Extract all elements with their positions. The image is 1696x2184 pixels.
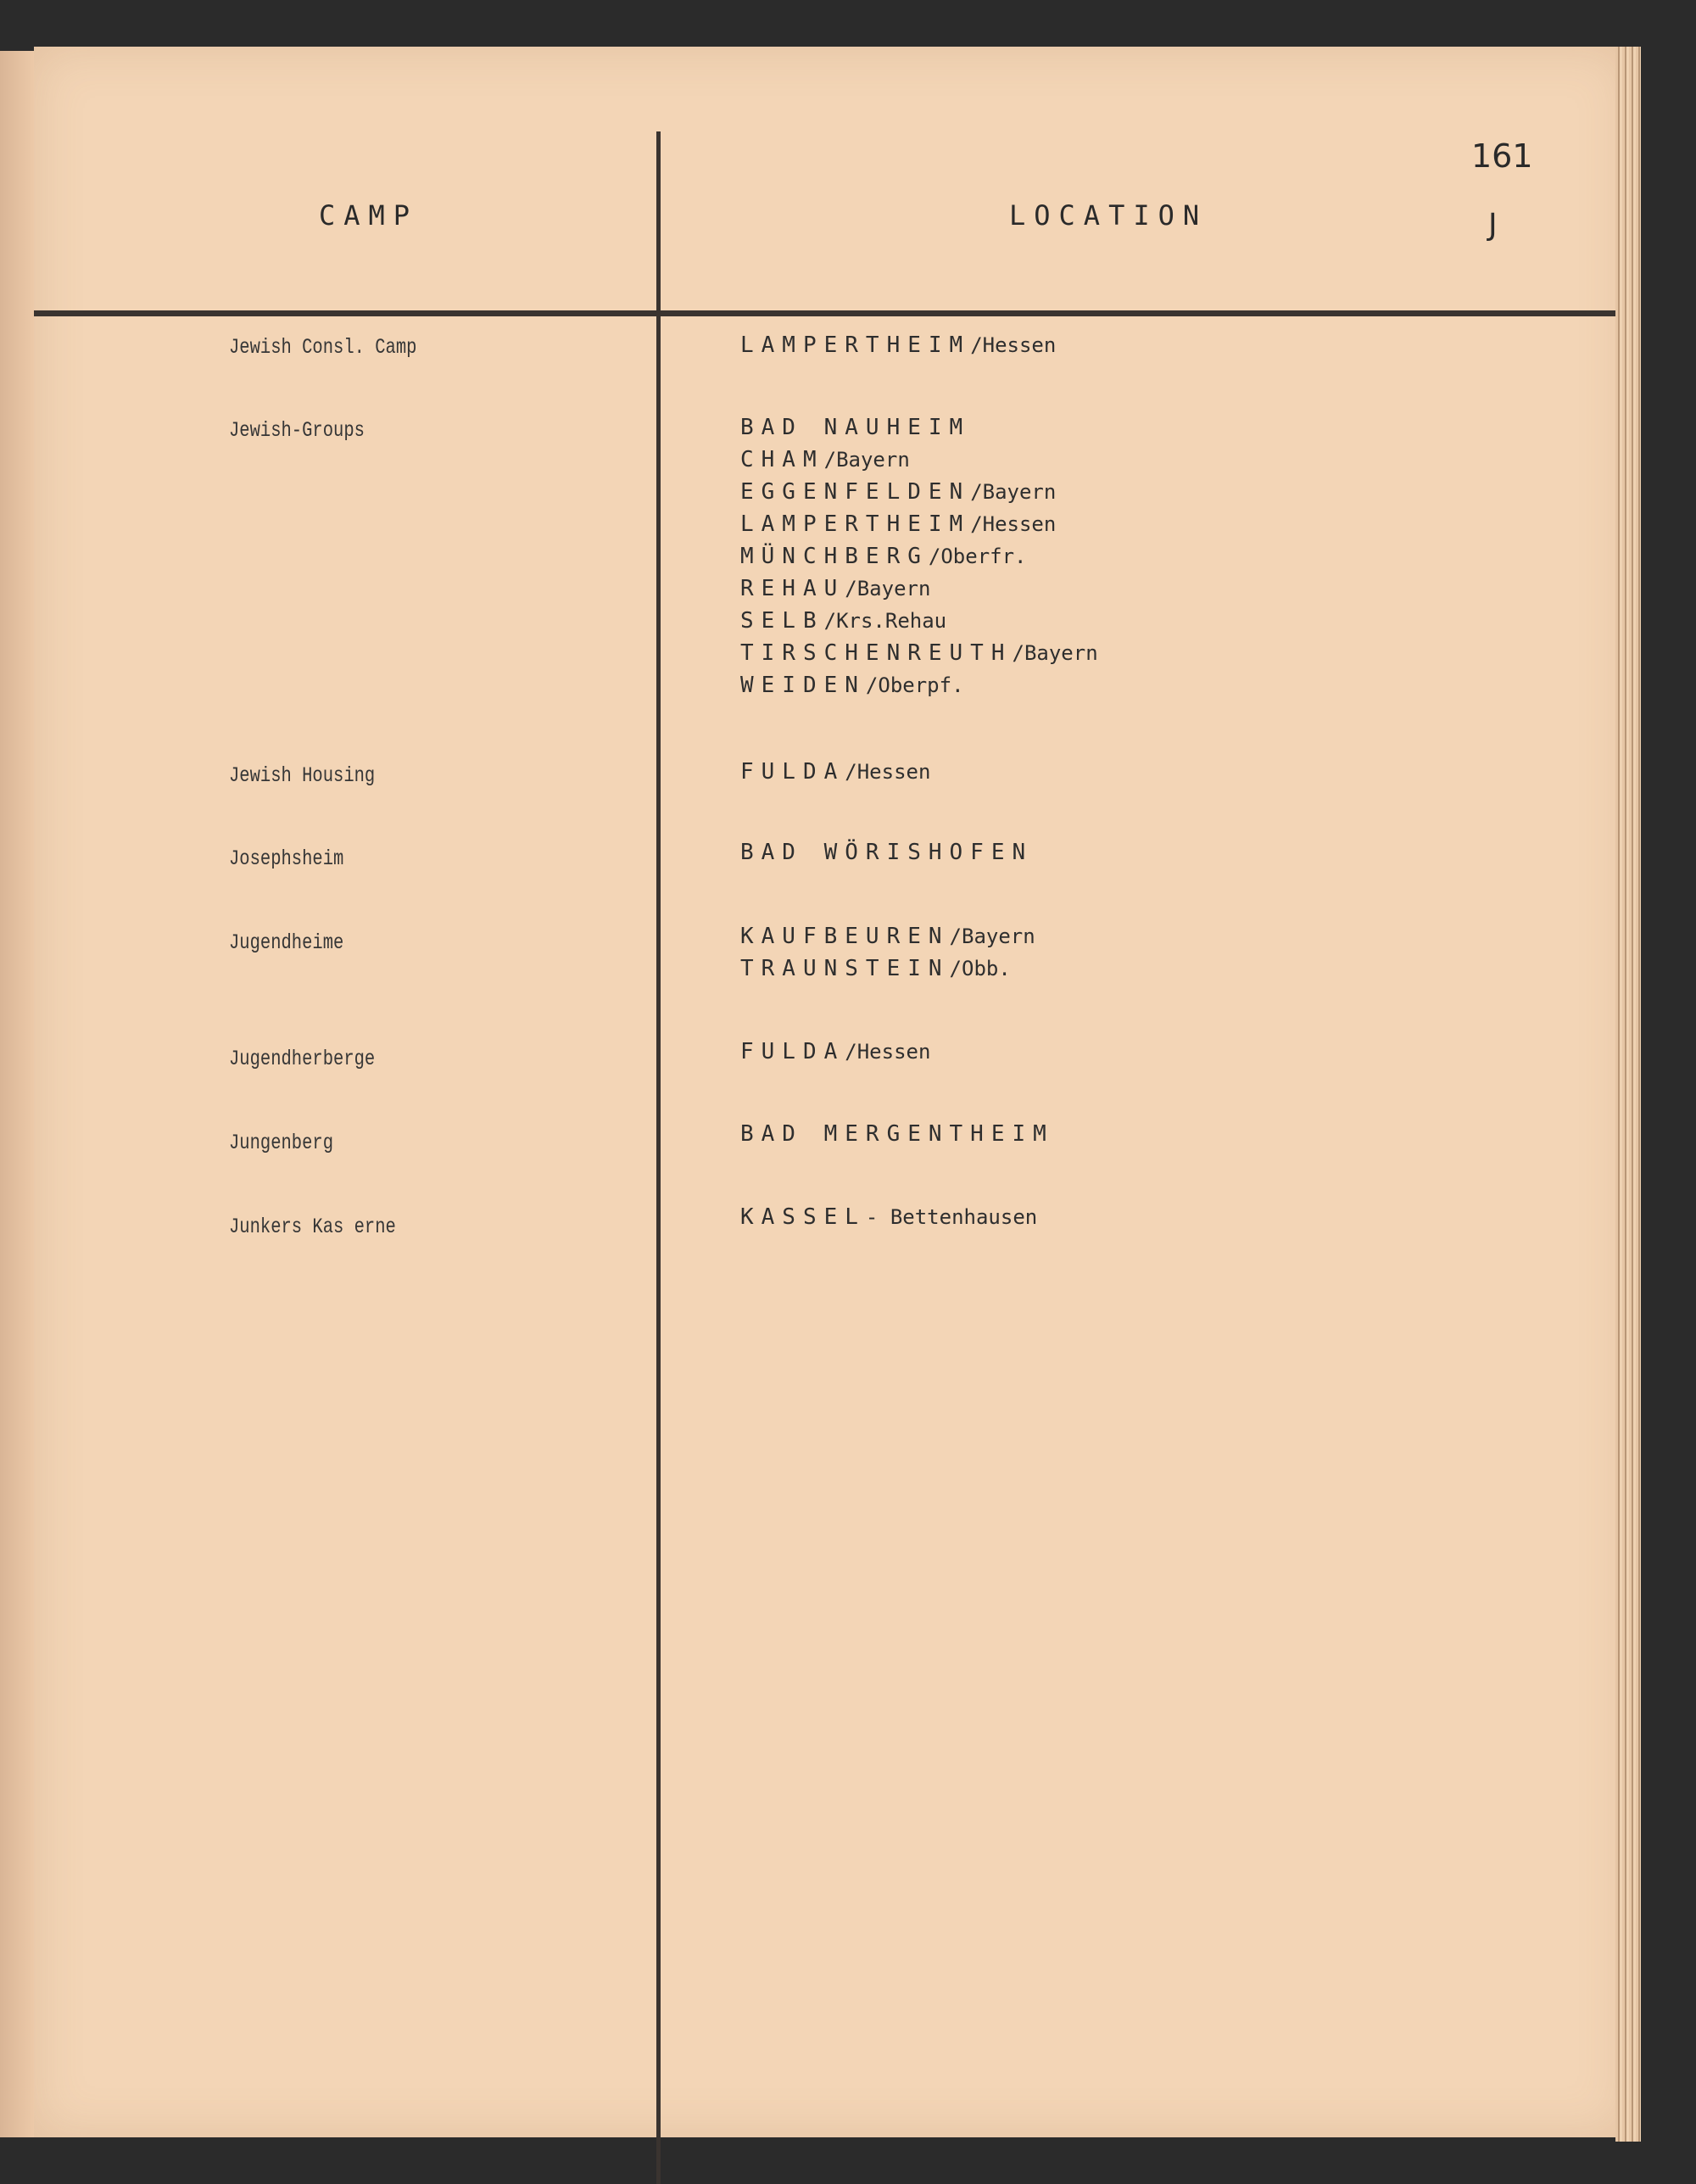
location-name: SELB bbox=[740, 608, 824, 634]
location-name: LAMPERTHEIM bbox=[740, 332, 971, 358]
location-name: TRAUNSTEIN bbox=[740, 956, 950, 981]
location-suffix: /Bayern bbox=[1012, 641, 1098, 665]
location-line bbox=[740, 605, 1098, 637]
camp-name: Jewish Housing bbox=[229, 763, 376, 788]
camp-column-header: CAMP bbox=[319, 199, 419, 232]
camp-name: Jugendheime bbox=[229, 930, 344, 955]
location-name: FULDA bbox=[740, 759, 845, 785]
location-list bbox=[740, 1118, 1054, 1150]
location-suffix: /Bayern bbox=[823, 448, 910, 472]
location-name: BAD WÖRISHOFEN bbox=[740, 840, 1034, 865]
column-divider bbox=[656, 131, 661, 2184]
location-suffix: /Oberpf. bbox=[865, 673, 964, 697]
location-line bbox=[740, 756, 930, 788]
camp-name: Jungenberg bbox=[229, 1131, 334, 1155]
location-name: KAUFBEUREN bbox=[740, 924, 950, 949]
location-list bbox=[740, 920, 1035, 985]
location-name: MÜNCHBERG bbox=[740, 544, 929, 569]
location-line bbox=[740, 411, 1098, 444]
location-name: REHAU bbox=[740, 576, 845, 601]
location-line bbox=[740, 573, 1098, 605]
location-suffix: /Hessen bbox=[845, 760, 931, 784]
location-suffix: /Hessen bbox=[970, 333, 1057, 357]
location-line bbox=[740, 329, 1056, 361]
location-suffix: - Bettenhausen bbox=[865, 1205, 1038, 1229]
location-list bbox=[740, 1036, 930, 1068]
location-line bbox=[740, 637, 1098, 669]
location-suffix: /Krs.Rehau bbox=[823, 609, 947, 633]
location-suffix: /Oberfr. bbox=[928, 545, 1027, 568]
location-line bbox=[740, 952, 1035, 985]
camp-name: Jugendherberge bbox=[229, 1047, 376, 1071]
location-line bbox=[740, 444, 1098, 476]
location-name: BAD NAUHEIM bbox=[740, 415, 971, 440]
location-name: EGGENFELDEN bbox=[740, 479, 971, 505]
location-suffix: /Bayern bbox=[949, 924, 1035, 948]
location-column-header: LOCATION bbox=[1009, 199, 1208, 232]
location-line bbox=[740, 1118, 1054, 1150]
location-suffix: /Bayern bbox=[970, 480, 1057, 504]
camp-name: Jewish Consl. Camp bbox=[229, 335, 417, 360]
location-list bbox=[740, 756, 930, 788]
location-suffix: /Obb. bbox=[949, 957, 1011, 980]
camp-name: Junkers Kas erne bbox=[229, 1215, 396, 1239]
page-stack-edge bbox=[1615, 47, 1641, 2142]
location-suffix: /Hessen bbox=[970, 512, 1057, 536]
facing-page-edge bbox=[0, 51, 34, 2137]
location-list bbox=[740, 836, 1033, 869]
location-line bbox=[740, 836, 1033, 869]
header-rule bbox=[34, 310, 1632, 316]
location-name: FULDA bbox=[740, 1039, 845, 1064]
camp-name: Josephsheim bbox=[229, 846, 344, 871]
section-letter: J bbox=[1488, 208, 1498, 243]
location-name: KASSEL bbox=[740, 1204, 866, 1230]
location-name: TIRSCHENREUTH bbox=[740, 640, 1013, 666]
location-name: BAD MERGENTHEIM bbox=[740, 1121, 1054, 1147]
page-number: 161 bbox=[1471, 137, 1533, 175]
location-line bbox=[740, 476, 1098, 508]
location-suffix: /Hessen bbox=[845, 1040, 931, 1064]
location-suffix: /Bayern bbox=[845, 577, 931, 600]
location-line bbox=[740, 669, 1098, 701]
location-name: CHAM bbox=[740, 447, 824, 472]
location-list bbox=[740, 1201, 1037, 1233]
location-line bbox=[740, 920, 1035, 952]
location-line bbox=[740, 1036, 930, 1068]
location-name: WEIDEN bbox=[740, 673, 866, 698]
camp-name: Jewish-Groups bbox=[229, 418, 365, 443]
location-name: LAMPERTHEIM bbox=[740, 511, 971, 537]
location-line bbox=[740, 508, 1098, 540]
location-line bbox=[740, 540, 1098, 573]
location-list bbox=[740, 329, 1056, 361]
location-line bbox=[740, 1201, 1037, 1233]
location-list bbox=[740, 411, 1098, 701]
